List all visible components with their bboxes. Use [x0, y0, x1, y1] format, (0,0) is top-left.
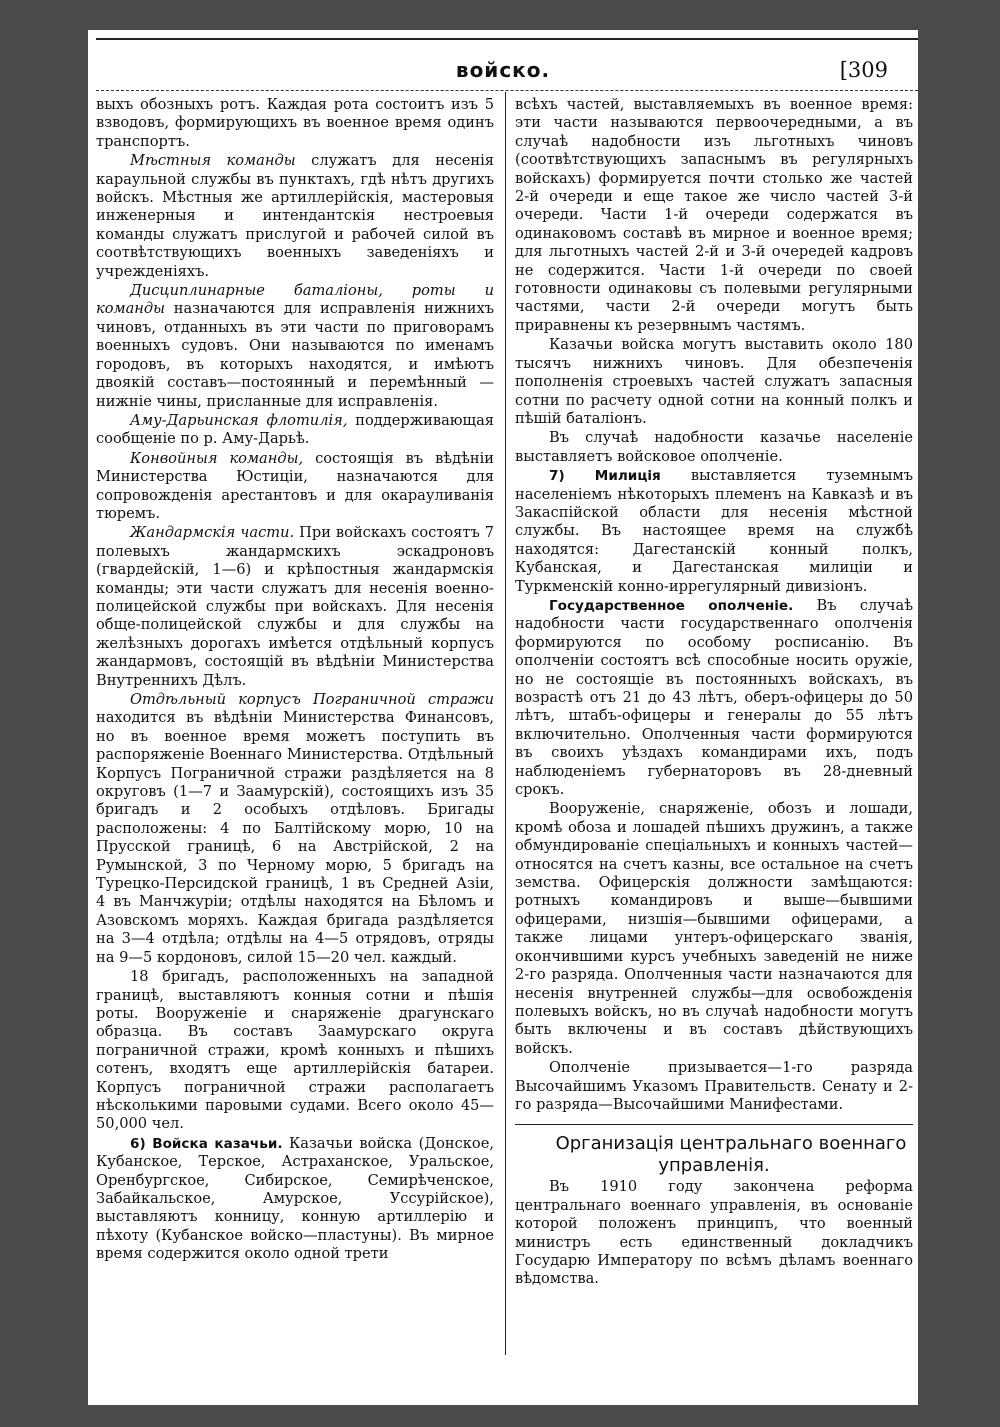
paragraph: Дисциплинарные баталіоны, роты и команды назначаются для исправленія нижнихъ чиновъ, отданныхъ въ эти части по приговорамъ военныхъ судовъ. Они называются по именамъ городовъ, въ которыхъ находятся, и имѣютъ двоякій составъ—постоянный и перемѣнный — нижніе чины, присланные для исправленія. — [96, 282, 494, 410]
left-column — [96, 96, 494, 1265]
right-column — [515, 96, 913, 1290]
section-title: Организація центральнаго военнаго управленія. — [555, 1133, 907, 1177]
column-divider — [505, 92, 506, 1355]
running-head — [88, 58, 918, 88]
paragraph: Въ 1910 году закончена реформа центральнаго военнаго управленія, въ основаніе которой положенъ принципъ, что военный министръ есть единственный докладчикъ Государю Императору по всѣмъ дѣламъ военнаго вѣдомства. — [515, 1178, 913, 1288]
paragraph: 6) Войска казачьи. Казачьи войска (Донское, Кубанское, Терское, Астраханское, Уральское, Оренбургское, Сибирское, Семирѣченское, Забайкальское, Амурское, Уссурійское), выставляютъ конницу, конную артиллерію и пѣхоту (Кубанское войско—пластуны). Въ мирное время содержится около одной трети — [96, 1134, 494, 1263]
top-rule — [96, 38, 918, 40]
page-number: [309 — [839, 58, 888, 82]
paragraph: Ополченіе призывается—1-го разряда Высочайшимъ Указомъ Правительств. Сенату и 2-го разряда—Высочайшими Манифестами. — [515, 1059, 913, 1113]
paragraph: Вооруженіе, снаряженіе, обозъ и лошади, кромѣ обоза и лошадей пѣшихъ дружинъ, а также обмундированіе спеціальныхъ и конныхъ частей—относятся на счетъ казны, все остальное на счетъ земства. Офицерскія должности замѣщаются: ротныхъ командировъ и выше—бывшими офицерами, низшія—бывшими офицерами, а также лицами унтеръ-офицерскаго званія, окончившими курсъ учебныхъ заведеній не ниже 2-го разряда. Ополченныя части назначаются для несенія внутренней службы—для освобожденія полевыхъ войскъ, но въ случаѣ надобности могутъ быть включены и въ составъ дѣйствующихъ войскъ. — [515, 800, 913, 1057]
paragraph: Аму-Дарьинская флотилія, поддерживающая сообщеніе по р. Аму-Дарьѣ. — [96, 411, 494, 448]
paragraph: 18 бригадъ, расположенныхъ на западной границѣ, выставляютъ конныя сотни и пѣшія роты. Вооруженіе и снаряженіе драгунскаго образца. Въ составъ Заамурскаго округа пограничной стражи, кромѣ конныхъ и пѣшихъ сотенъ, входятъ еще артиллерійскія батареи. Корпусъ пограничной стражи располагаетъ нѣсколькими паровыми судами. Всего около 45—50,000 чел. — [96, 968, 494, 1133]
paragraph: Мѣстныя команды служатъ для несенія караульной службы въ пунктахъ, гдѣ нѣтъ другихъ войскъ. Мѣстныя же артиллерійскія, мастеровыя инженерныя и интендантскія нестроевыя команды служатъ прислугой и рабочей силой въ соотвѣтствующихъ военныхъ заведеніяхъ и учрежденіяхъ. — [96, 152, 494, 280]
paragraph: Государственное ополченіе. Въ случаѣ надобности части государственнаго ополченія формируются по особому росписанію. Въ ополченіи состоятъ всѣ способные носить оружіе, но не состоящіе въ постоянныхъ войскахъ, въ возрастѣ отъ 21 до 43 лѣтъ, оберъ-офицеры до 50 лѣтъ, штабъ-офицеры и генералы до 55 лѣтъ включительно. Ополченныя части формируются въ своихъ уѣздахъ командирами ихъ, подъ наблюденіемъ губернаторовъ въ 28-дневный срокъ. — [515, 596, 913, 799]
header-rule — [96, 90, 918, 91]
paragraph: выхъ обозныхъ ротъ. Каждая рота состоитъ изъ 5 взводовъ, формирующихъ въ военное время одинъ транспортъ. — [96, 96, 494, 150]
book-page — [88, 30, 918, 1405]
paragraph: Отдѣльный корпусъ Пограничной стражи находится въ вѣдѣніи Министерства Финансовъ, но въ военное время можетъ поступить въ распоряженіе Военнаго Министерства. Отдѣльный Корпусъ Пограничной стражи раздѣляется на 8 округовъ (1—7 и Заамурскій), состоящихъ изъ 35 бригадъ и 2 особыхъ отдѣловъ. Бригады расположены: 4 по Балтійскому морю, 10 на Прусской границѣ, 6 на Австрійской, 2 на Румынской, 3 по Черному морю, 5 бригадъ на Турецко-Персидской границѣ, 1 въ Средней Азіи, 4 въ Манчжуріи; отдѣлы находятся на Бѣломъ и Азовскомъ моряхъ. Каждая бригада раздѣляется на 3—4 отдѣла; отдѣлы на 4—5 отрядовъ, отряды на 9—5 кордоновъ, силой 15—20 чел. каждый. — [96, 691, 494, 966]
paragraph: 7) Милиція выставляется туземнымъ населеніемъ нѣкоторыхъ племенъ на Кавказѣ и въ Закаспійской области для несенія мѣстной службы. Въ настоящее время на службѣ находятся: Дагестанскій конный полкъ, Кубанская, и Дагестанская милиціи и Туркменскій конно-иррегулярный дивизіонъ. — [515, 467, 913, 595]
paragraph: Конвойныя команды, состоящія въ вѣдѣніи Министерства Юстиціи, назначаются для сопровожденія арестантовъ и для окарауливанія тюремъ. — [96, 449, 494, 522]
paragraph: Жандармскія части. При войскахъ состоятъ 7 полевыхъ жандармскихъ эскадроновъ (гвардейскій, 1—6) и крѣпостныя жандармскія команды; эти части служатъ для несенія военно-полицейской службы при войскахъ. Для несенія обще-полицейской службы и для службы на желѣзныхъ дорогахъ имѣется отдѣльный корпусъ жандармовъ, состоящій въ вѣдѣніи Министерства Внутреннихъ Дѣлъ. — [96, 524, 495, 689]
paragraph: Въ случаѣ надобности казачье населеніе выставляетъ войсковое ополченіе. — [515, 429, 913, 465]
paragraph: Казачьи войска могутъ выставить около 180 тысячъ нижнихъ чиновъ. Для обезпеченія пополненія строевыхъ частей служатъ запасныя сотни по расчету одной сотни на конный полкъ и пѣшій баталіонъ. — [515, 336, 913, 427]
paragraph: всѣхъ частей, выставляемыхъ въ военное время: эти части называются первоочередными, а въ случаѣ надобности изъ льготныхъ чиновъ (соотвѣтствующихъ запаснымъ въ регулярныхъ войскахъ) формируется почти столько же частей 2-й очереди и еще такое же число частей 3-й очереди. Части 1-й очереди содержатся въ одинаковомъ составѣ въ мирное и военное время; для льготныхъ частей 2-й и 3-й очередей кадровъ не содержится. Части 1-й очереди по своей готовности одинаковы съ полевыми регулярными частями, части 2-й очереди могутъ быть приравнены къ резервнымъ частямъ. — [515, 96, 913, 334]
section-rule — [515, 1124, 913, 1125]
running-title: войско. — [455, 58, 551, 82]
